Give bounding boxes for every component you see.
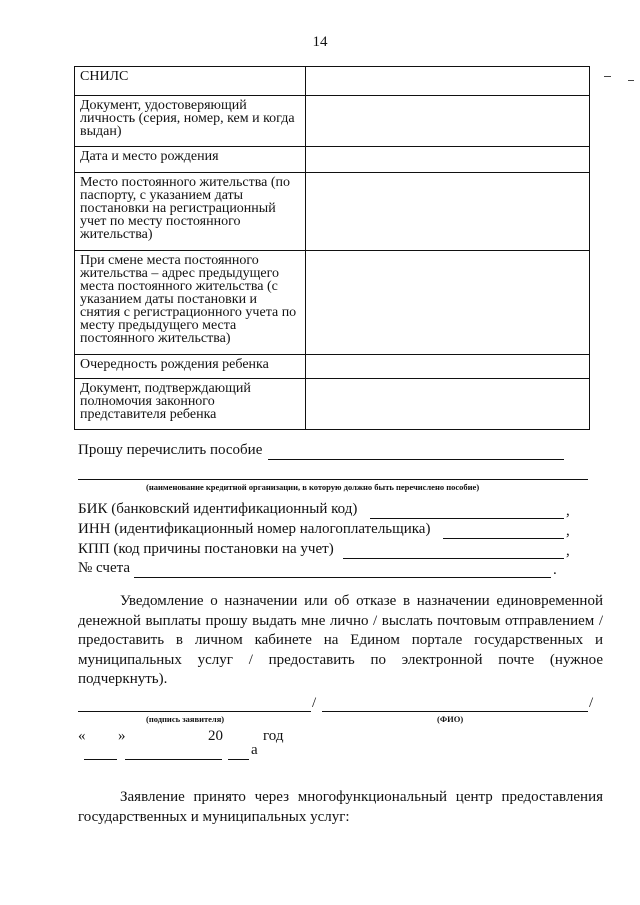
benefit-request-label: Прошу перечислить пособие: [78, 442, 263, 458]
row-value-representative-document: [306, 379, 590, 430]
date-month-field[interactable]: [125, 759, 222, 760]
row-label-residence: Место постоянного жительства (по паспорту, с указанием даты постановки на регистрационный учет по месту постоянного жительства): [75, 173, 306, 251]
table-row: [75, 67, 590, 96]
table-row: [75, 173, 590, 251]
date-open-quote: «: [78, 728, 86, 744]
kpp-field[interactable]: [343, 558, 564, 559]
table-row: [75, 251, 590, 355]
signature-field[interactable]: [78, 711, 311, 712]
signature-caption: (подпись заявителя): [146, 714, 225, 724]
date-day-field[interactable]: [84, 759, 117, 760]
date-year-prefix: 20: [208, 728, 223, 744]
row-value-snils: [306, 67, 590, 96]
inn-comma: ,: [566, 523, 570, 539]
table-row: [75, 355, 590, 379]
row-value-birth: [306, 147, 590, 173]
row-label-previous-residence: При смене места постоянного жительства – адрес предыдущего места постоянного жительства (с указанием даты постановки и снятия с регистрационного учета по месту предыдущего места постоянного жительства): [75, 251, 306, 355]
fio-caption: (ФИО): [437, 714, 464, 724]
table-row: [75, 96, 590, 147]
row-label-identity-document: Документ, удостоверяющий личность (серия, номер, кем и когда выдан): [75, 96, 306, 147]
row-label-birth-order: Очередность рождения ребенка: [75, 355, 306, 379]
bank-name-caption: (наименование кредитной организации, в которую должно быть перечислено пособие): [146, 482, 480, 492]
bank-name-field-continued[interactable]: [78, 479, 588, 480]
date-close-quote: »: [118, 728, 126, 744]
fio-field[interactable]: [322, 711, 588, 712]
row-value-residence: [306, 173, 590, 251]
row-label-representative-document: Документ, подтверждающий полномочия законного представителя ребенка: [75, 379, 306, 430]
account-label: № счета: [78, 560, 131, 576]
row-value-previous-residence: [306, 251, 590, 355]
bik-comma: ,: [566, 503, 570, 519]
kpp-comma: ,: [566, 543, 570, 559]
row-label-snils: СНИЛС: [75, 67, 306, 96]
page-number: 14: [312, 34, 328, 50]
scan-mark: [628, 80, 634, 81]
row-label-birth: Дата и место рождения: [75, 147, 306, 173]
notification-paragraph: Уведомление о назначении или об отказе в назначении единовременной денежной выплаты прошу выдать мне лично / выслать почтовым отправлением / предоставить в личном кабинете на Едином портале государственных и муниципальных услуг / предоставить по электронной почте (нужное подчеркнуть).: [78, 593, 603, 687]
signature-slash: /: [312, 695, 317, 711]
table-row: [75, 147, 590, 173]
kpp-label: КПП (код причины постановки на учет): [78, 541, 334, 557]
date-year-field[interactable]: [228, 759, 249, 760]
date-year-word: год: [263, 728, 284, 744]
row-value-identity-document: [306, 96, 590, 147]
fio-slash: /: [589, 695, 594, 711]
scan-mark: [604, 76, 611, 77]
account-period: .: [553, 562, 557, 578]
applicant-info-table: [74, 66, 590, 430]
bik-label: БИК (банковский идентификационный код): [78, 501, 358, 517]
inn-field[interactable]: [443, 538, 564, 539]
account-field[interactable]: [134, 577, 551, 578]
bik-field[interactable]: [370, 518, 564, 519]
row-value-birth-order: [306, 355, 590, 379]
date-year-suffix: а: [251, 742, 258, 758]
received-paragraph: Заявление принято через многофункциональный центр предоставления государственных и муниципальных услуг:: [78, 789, 603, 825]
inn-label: ИНН (идентификационный номер налогоплательщика): [78, 521, 431, 537]
bank-name-field[interactable]: [268, 459, 564, 460]
table-row: [75, 379, 590, 430]
